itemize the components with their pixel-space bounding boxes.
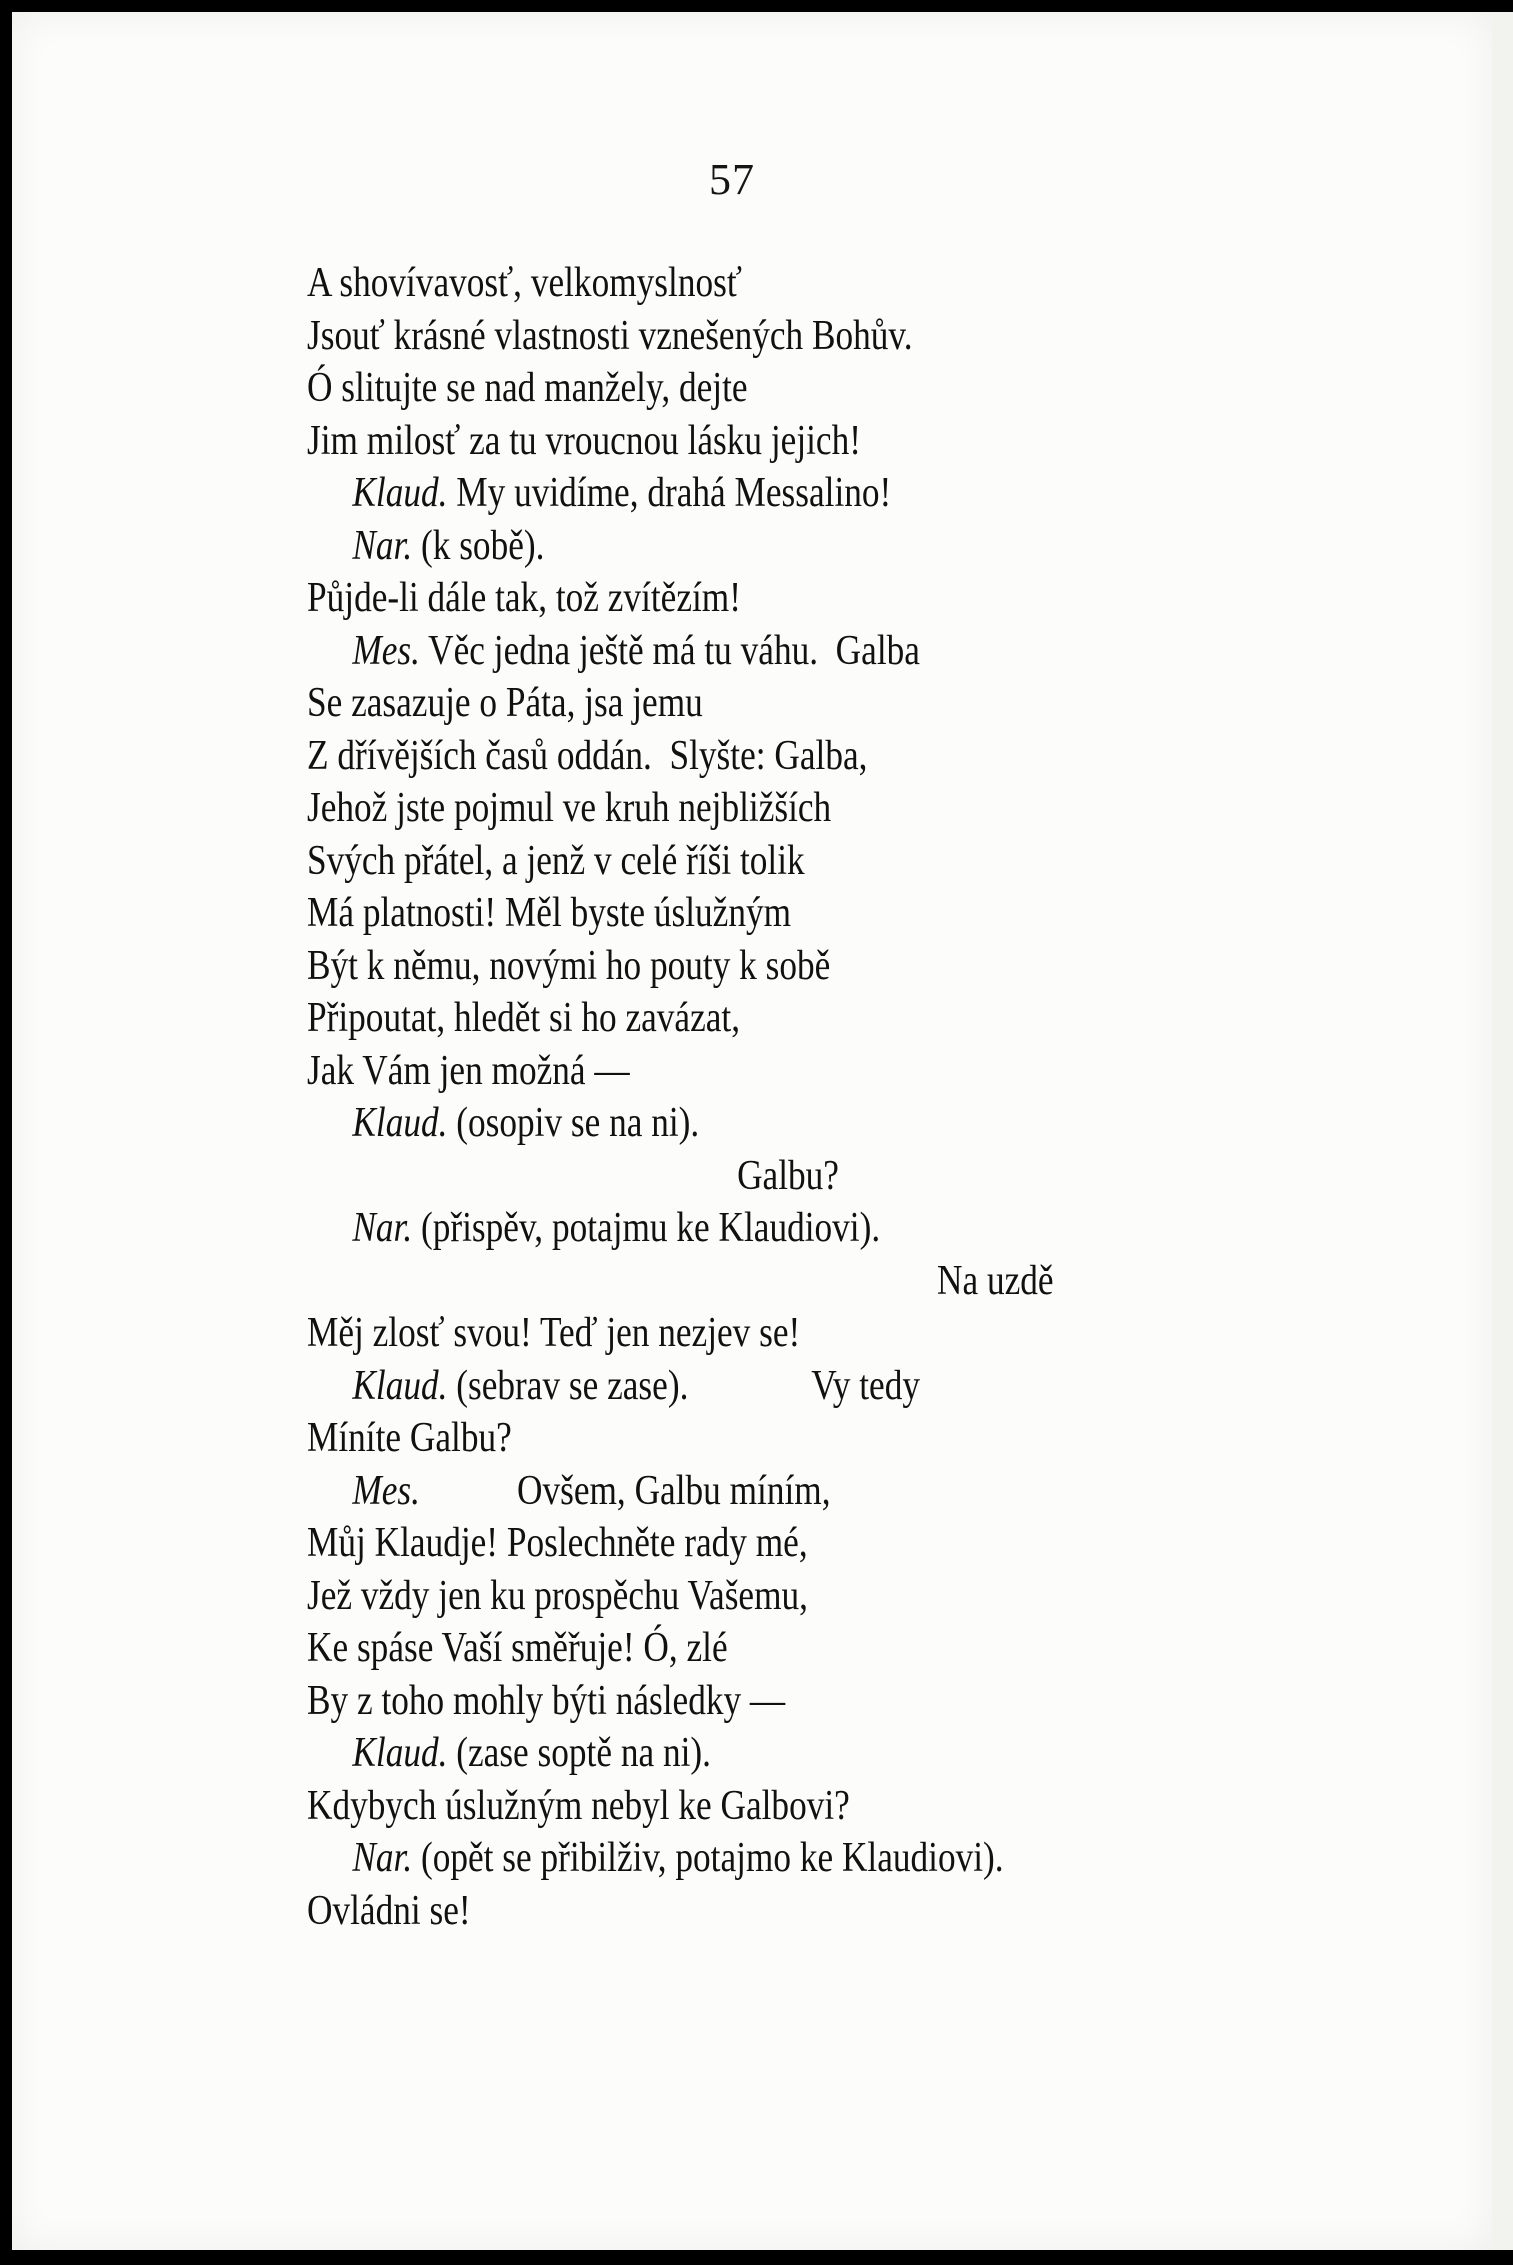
- line-text: Galbu?: [737, 1152, 839, 1199]
- text-line: [307, 310, 1147, 363]
- line-text: Ó slitujte se nad manžely, dejte: [307, 365, 748, 411]
- line-text: A shovívavosť, velkomyslnosť: [307, 260, 742, 306]
- text-line: [307, 257, 1147, 310]
- line-text: Být k němu, novými ho pouty k sobě: [307, 942, 831, 989]
- line-text: By z toho mohly býti následky —: [307, 1677, 786, 1724]
- text-line: [307, 1832, 1147, 1885]
- text-line: [307, 415, 1147, 468]
- line-text: (osopiv se na ni).: [447, 1100, 700, 1146]
- text-line: [307, 1412, 1147, 1465]
- line-text: Jsouť krásné vlastnosti vznešených Bohův.: [307, 312, 913, 359]
- line-text: (opět se přibilživ, potajmo ke Klaudiovi).: [412, 1835, 1004, 1881]
- text-line: [307, 940, 1147, 993]
- page-number: 57: [709, 155, 755, 204]
- text-line: [307, 1255, 1147, 1308]
- text-line: [307, 1465, 1147, 1518]
- line-text: Svých přátel, a jenž v celé říši tolik: [307, 837, 805, 884]
- book-page: [12, 12, 1492, 2250]
- line-text: Ovšem, Galbu míním,: [419, 1467, 831, 1514]
- text-line: [307, 992, 1147, 1045]
- line-text: Má platnosti! Měl byste úslužným: [307, 890, 792, 936]
- text-line: [307, 1045, 1147, 1098]
- text-line: [307, 572, 1147, 625]
- text-line: [307, 835, 1147, 888]
- text-line: [307, 625, 1147, 678]
- text-line: [307, 782, 1147, 835]
- text-line: [307, 887, 1147, 940]
- line-text: My uvidíme, drahá Messalino!: [447, 470, 892, 516]
- speaker-name: Mes.: [352, 627, 420, 674]
- speaker-name: Nar.: [352, 522, 413, 569]
- line-text: Z dřívějších časů oddán. Slyšte: Galba,: [307, 732, 868, 779]
- speaker-name: Klaud.: [352, 1362, 448, 1409]
- text-line: [307, 1570, 1147, 1623]
- line-text: Ke spáse Vaší směřuje! Ó, zlé: [307, 1625, 728, 1671]
- line-text: Věc jedna ještě má tu váhu. Galba: [419, 627, 920, 674]
- text-line: [307, 520, 1147, 573]
- page-edge: [1492, 12, 1513, 2250]
- text-line: [307, 362, 1147, 415]
- text-line: [307, 1780, 1147, 1833]
- line-text: Měj zlosť svou! Teď jen nezjev se!: [307, 1310, 801, 1356]
- text-line: [307, 1360, 1147, 1413]
- line-text: Jež vždy jen ku prospěchu Vašemu,: [307, 1572, 808, 1619]
- line-text: Připoutat, hledět si ho zavázat,: [307, 995, 741, 1041]
- line-text: Jim milosť za tu vroucnou lásku jejich!: [307, 417, 861, 464]
- text-line: [307, 677, 1147, 730]
- speaker-name: Mes.: [352, 1467, 420, 1514]
- line-text: (zase soptě na ni).: [447, 1730, 711, 1776]
- text-line: [307, 1622, 1147, 1675]
- line-text: Kdybych úslužným nebyl ke Galbovi?: [307, 1782, 850, 1829]
- speaker-name: Nar.: [352, 1835, 413, 1881]
- text-line: [307, 1727, 1147, 1780]
- line-text: (sebrav se zase). Vy tedy: [447, 1362, 921, 1409]
- line-text: (přispěv, potajmu ke Klaudiovi).: [412, 1205, 881, 1251]
- line-text: Se zasazuje o Páta, jsa jemu: [307, 680, 703, 726]
- play-text: [307, 257, 1147, 1937]
- line-text: Půjde-li dále tak, tož zvítězím!: [307, 575, 741, 621]
- text-line: [307, 1885, 1147, 1938]
- text-line: [307, 730, 1147, 783]
- line-text: Ovládni se!: [307, 1887, 471, 1934]
- text-line: [307, 1675, 1147, 1728]
- text-line: [307, 1202, 1147, 1255]
- text-line: [307, 1150, 1147, 1203]
- text-line: [307, 467, 1147, 520]
- text-line: [307, 1307, 1147, 1360]
- speaker-name: Klaud.: [352, 1100, 448, 1146]
- line-text: Jehož jste pojmul ve kruh nejbližších: [307, 785, 832, 831]
- line-text: Můj Klaudje! Poslechněte rady mé,: [307, 1520, 808, 1566]
- text-line: [307, 1517, 1147, 1570]
- text-line: [307, 1097, 1147, 1150]
- speaker-name: Nar.: [352, 1205, 413, 1251]
- speaker-name: Klaud.: [352, 470, 448, 516]
- speaker-name: Klaud.: [352, 1730, 448, 1776]
- line-text: (k sobě).: [412, 522, 545, 569]
- line-text: Míníte Galbu?: [307, 1415, 512, 1461]
- line-text: Jak Vám jen možná —: [307, 1047, 630, 1094]
- line-text: Na uzdě: [937, 1257, 1054, 1304]
